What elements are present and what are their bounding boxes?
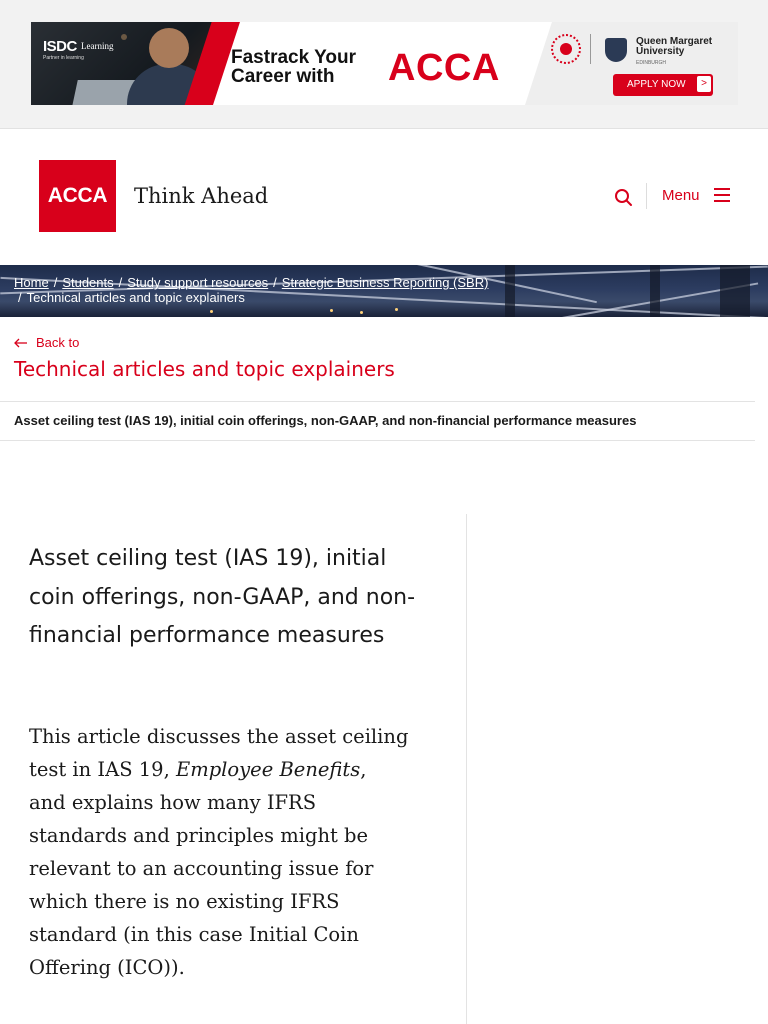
acca-logo[interactable] bbox=[39, 160, 116, 232]
search-icon bbox=[612, 186, 634, 208]
menu-button[interactable] bbox=[662, 184, 730, 206]
lead-text-1: This article discusses the asset ceiling test in IAS 19, bbox=[29, 725, 409, 781]
apply-now-label: APPLY NOW bbox=[627, 79, 686, 90]
logo-text: ACCA bbox=[47, 184, 108, 207]
partner-city: EDINBURGH bbox=[636, 60, 667, 66]
chevron-right-icon: > bbox=[697, 76, 711, 92]
tagline: Think Ahead bbox=[134, 184, 269, 208]
breadcrumb-item-sbr[interactable]: Strategic Business Reporting (SBR) bbox=[281, 275, 489, 290]
breadcrumb-item-study-support[interactable]: Study support resources bbox=[127, 275, 269, 290]
ad-headline: Fastrack Your Career with bbox=[231, 47, 356, 87]
menu-label: Menu bbox=[662, 186, 700, 204]
section-title-link[interactable]: Technical articles and topic explainers bbox=[14, 357, 395, 381]
accredited-badge-icon bbox=[551, 34, 581, 64]
search-button[interactable] bbox=[612, 186, 634, 208]
ad-brand-sub: Learning bbox=[81, 41, 114, 51]
hero-breadcrumb-band bbox=[0, 265, 768, 317]
breadcrumb-current: Technical articles and topic explainers bbox=[26, 290, 245, 305]
current-page-title: Asset ceiling test (IAS 19), initial coin offerings, non-GAAP, and non-financial performance measures bbox=[14, 413, 637, 428]
lead-text-2: , and explains how many IFRS standards and principles might be relevant to an accounting issue for which there is no existing IFRS standard (in this case Initial Coin Offering (ICO)). bbox=[29, 758, 374, 979]
site-header bbox=[0, 129, 768, 265]
partner-name-text: Queen Margaret University bbox=[636, 36, 713, 57]
article-title: Asset ceiling test (IAS 19), initial coin offerings, non-GAAP, and non-financial performance measures bbox=[29, 546, 416, 648]
header-divider bbox=[646, 183, 647, 209]
ad-strip bbox=[0, 0, 768, 129]
back-link[interactable] bbox=[14, 335, 79, 350]
university-crest-icon bbox=[605, 38, 627, 62]
ad-brand: ISDC bbox=[43, 38, 77, 55]
breadcrumb: Home / Students / Study support resources / Strategic Business Reporting (SBR) / Technical articles and topic explainers bbox=[14, 275, 489, 305]
ad-banner[interactable] bbox=[31, 22, 738, 105]
hamburger-icon bbox=[714, 188, 730, 202]
partner-name bbox=[636, 37, 738, 68]
ad-highlight: ACCA bbox=[388, 47, 500, 89]
article-lead bbox=[29, 720, 409, 984]
ad-divider bbox=[590, 34, 591, 64]
column-divider bbox=[466, 514, 467, 1024]
back-label: Back to bbox=[36, 335, 80, 350]
breadcrumb-item-home[interactable]: Home bbox=[14, 275, 49, 290]
ad-brand-tag: Partner in learning bbox=[43, 55, 84, 61]
apply-now-button[interactable] bbox=[613, 74, 713, 96]
current-page-bar bbox=[0, 401, 755, 441]
arrow-left-icon bbox=[14, 338, 28, 348]
lead-emphasis: Employee Benefits bbox=[175, 758, 361, 781]
breadcrumb-item-students[interactable]: Students bbox=[62, 275, 114, 290]
